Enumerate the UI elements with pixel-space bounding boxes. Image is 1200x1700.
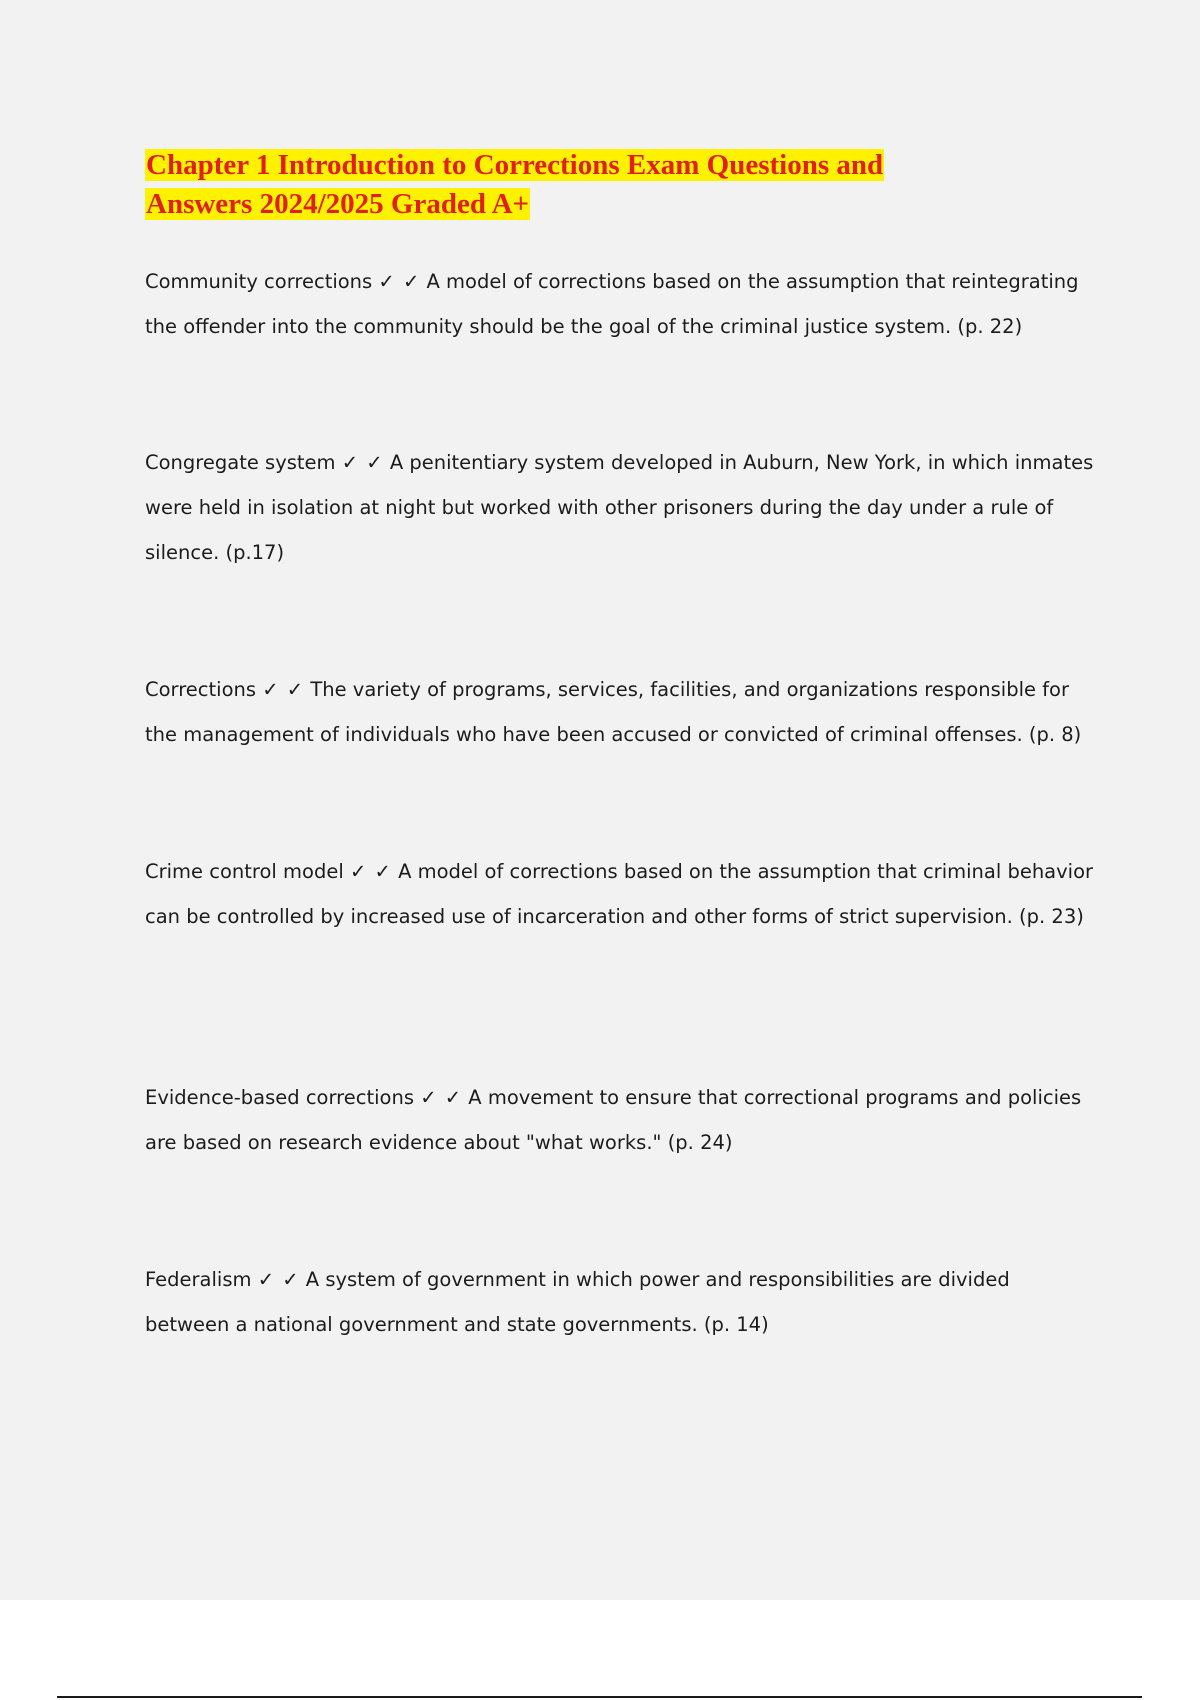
entry-term: Evidence-based corrections <box>145 1086 414 1109</box>
entry-definition: A penitentiary system developed in Auburn, New York, in which inmates were held in isolation at night but worked with other prisoners during the day under a rule of silence. (p.17) <box>145 451 1094 564</box>
entry-definition: The variety of programs, services, facilities, and organizations responsible for the management of individuals who have been accused or convicted of criminal offenses. (p. 8) <box>145 678 1082 746</box>
entry-definition: A model of corrections based on the assumption that reintegrating the offender into the community should be the goal of the criminal justice system. (p. 22) <box>145 270 1079 338</box>
footer-divider <box>57 1696 1142 1698</box>
entry-term: Community corrections <box>145 270 373 293</box>
entry-term: Corrections <box>145 678 257 701</box>
double-check-mark-icon: ✓ ✓ <box>257 1268 300 1291</box>
entry-term: Congregate system <box>145 451 336 474</box>
title-line-2: Answers 2024/2025 Graded A+ <box>146 188 530 220</box>
double-check-mark-icon: ✓ ✓ <box>341 451 384 474</box>
glossary-entry-evidence-based-corrections <box>145 1075 1095 1165</box>
glossary-entry-corrections <box>145 667 1095 757</box>
entry-definition: A model of corrections based on the assumption that criminal behavior can be controlled by increased use of incarceration and other forms of strict supervision. (p. 23) <box>145 860 1094 928</box>
entry-definition: A movement to ensure that correctional programs and policies are based on research evidence about "what works." (p. 24) <box>145 1086 1082 1154</box>
double-check-mark-icon: ✓ ✓ <box>378 270 421 293</box>
entry-definition: A system of government in which power and responsibilities are divided between a national government and state governments. (p. 14) <box>145 1268 1010 1336</box>
glossary-entry-crime-control-model <box>145 849 1095 939</box>
entry-term: Crime control model <box>145 860 344 883</box>
glossary-entry-congregate-system <box>145 440 1095 575</box>
double-check-mark-icon: ✓ ✓ <box>262 678 305 701</box>
glossary-entry-federalism <box>145 1257 1095 1347</box>
entry-term: Federalism <box>145 1268 252 1291</box>
double-check-mark-icon: ✓ ✓ <box>349 860 392 883</box>
double-check-mark-icon: ✓ ✓ <box>420 1086 463 1109</box>
title-line-1: Chapter 1 Introduction to Corrections Exam Questions and <box>146 149 884 181</box>
glossary-entry-community-corrections <box>145 259 1095 349</box>
document-title <box>145 146 1045 224</box>
